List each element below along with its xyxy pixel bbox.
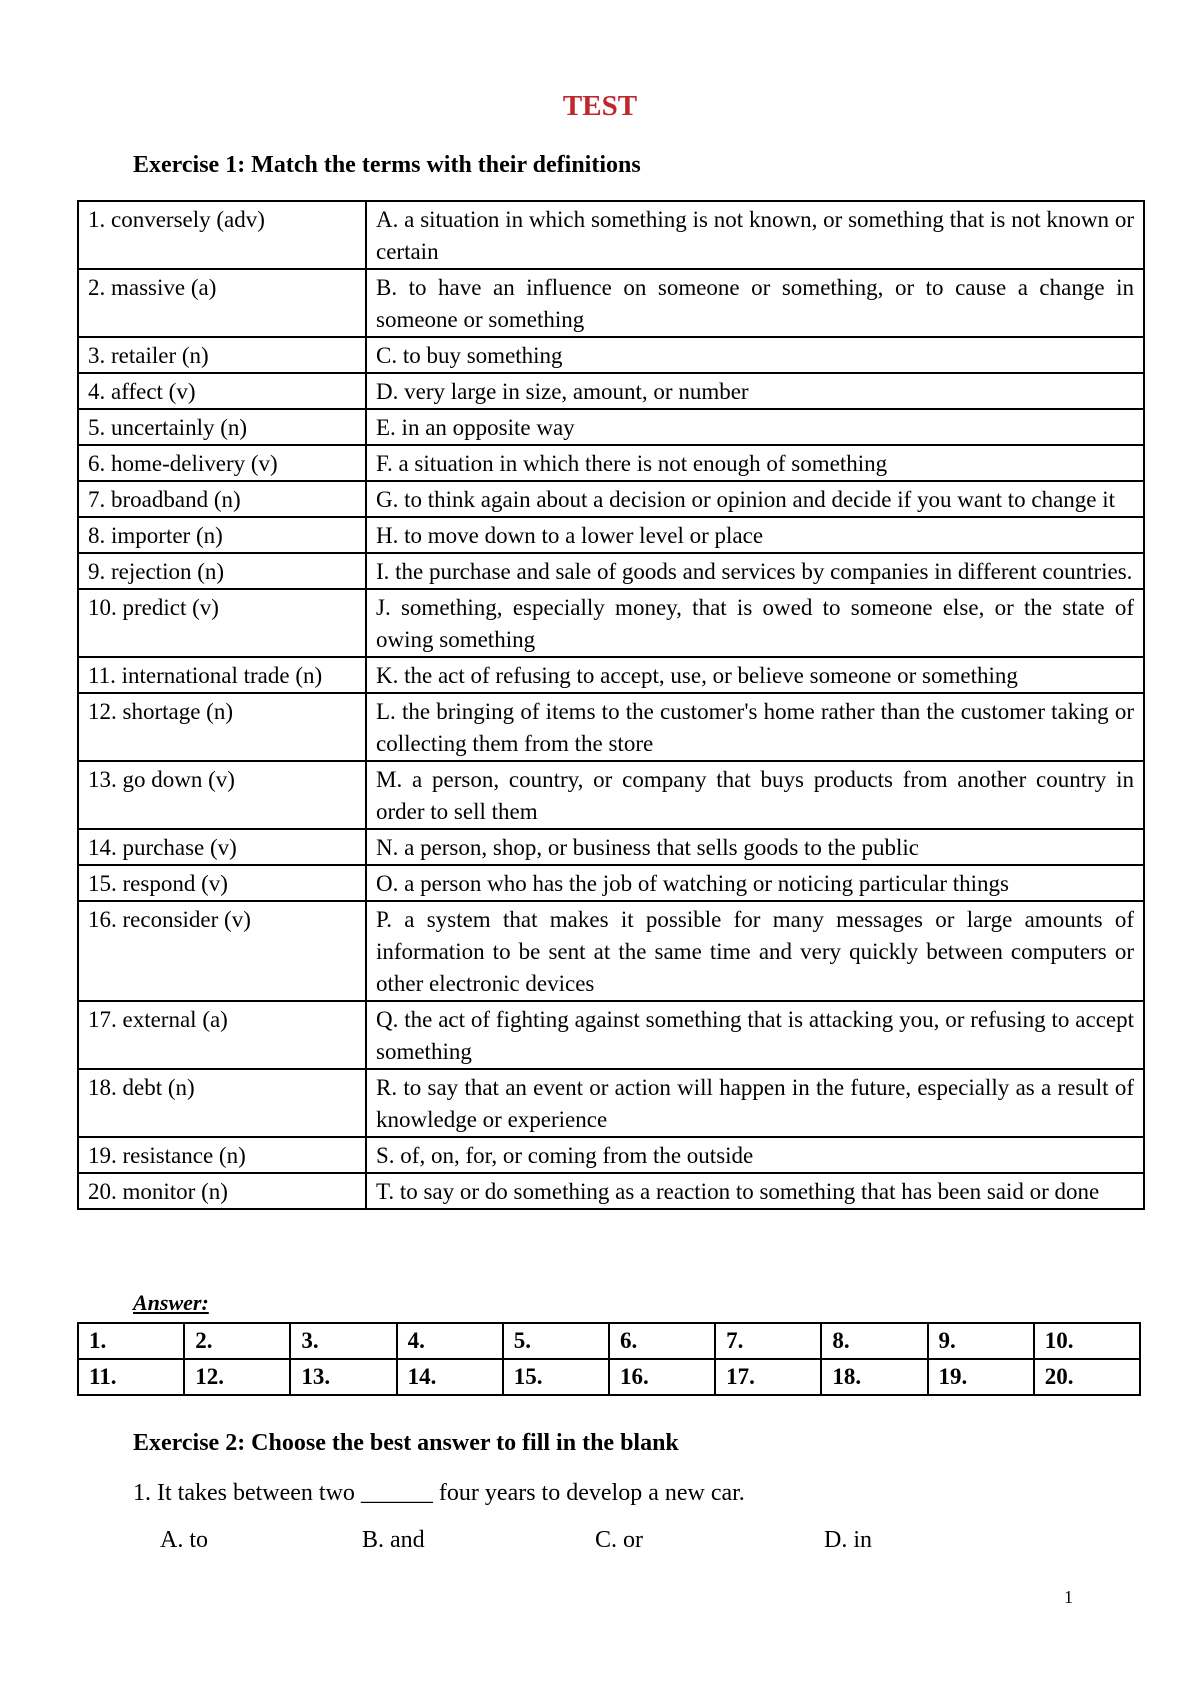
definition-cell: J. something, especially money, that is owed to someone else, or the state of owing something (366, 589, 1144, 657)
table-row (78, 201, 1144, 269)
definition-cell: E. in an opposite way (366, 409, 1144, 445)
answer-cell[interactable]: 13. (290, 1359, 396, 1395)
table-row (78, 269, 1144, 337)
option-a: A. to (160, 1527, 208, 1553)
answer-cell[interactable]: 18. (821, 1359, 927, 1395)
term-cell: 19. resistance (n) (78, 1137, 366, 1173)
table-row (78, 865, 1144, 901)
table-row (78, 1173, 1144, 1209)
exercise-1-heading: Exercise 1: Match the terms with their definitions (133, 152, 641, 178)
table-row (78, 761, 1144, 829)
answer-cell[interactable]: 1. (78, 1323, 184, 1359)
table-row (78, 901, 1144, 1001)
table-row (78, 1137, 1144, 1173)
term-cell: 7. broadband (n) (78, 481, 366, 517)
answer-cell[interactable]: 5. (503, 1323, 609, 1359)
answer-cell[interactable]: 10. (1034, 1323, 1140, 1359)
answer-cell[interactable]: 3. (290, 1323, 396, 1359)
definition-cell: P. a system that makes it possible for many messages or large amounts of information to be sent at the same time and very quickly between computers or other electronic devices (366, 901, 1144, 1001)
table-row (78, 553, 1144, 589)
definition-cell: F. a situation in which there is not enough of something (366, 445, 1144, 481)
term-cell: 8. importer (n) (78, 517, 366, 553)
term-cell: 1. conversely (adv) (78, 201, 366, 269)
answer-cell[interactable]: 20. (1034, 1359, 1140, 1395)
answer-label: Answer: (133, 1290, 209, 1315)
definition-cell: D. very large in size, amount, or number (366, 373, 1144, 409)
option-b: B. and (362, 1527, 425, 1553)
answer-cell[interactable]: 17. (715, 1359, 821, 1395)
answer-cell[interactable]: 14. (397, 1359, 503, 1395)
table-row (78, 693, 1144, 761)
question-1: 1. It takes between two ______ four years to develop a new car. (133, 1480, 745, 1506)
answer-cell[interactable]: 12. (184, 1359, 290, 1395)
term-cell: 13. go down (v) (78, 761, 366, 829)
definition-cell: G. to think again about a decision or opinion and decide if you want to change it (366, 481, 1144, 517)
answer-cell[interactable]: 19. (928, 1359, 1034, 1395)
table-row (78, 1001, 1144, 1069)
term-cell: 14. purchase (v) (78, 829, 366, 865)
table-row (78, 517, 1144, 553)
answer-cell[interactable]: 4. (397, 1323, 503, 1359)
term-cell: 12. shortage (n) (78, 693, 366, 761)
page-number: 1 (1064, 1587, 1073, 1607)
definition-cell: A. a situation in which something is not known, or something that is not known or certain (366, 201, 1144, 269)
term-cell: 15. respond (v) (78, 865, 366, 901)
table-row (78, 445, 1144, 481)
term-cell: 4. affect (v) (78, 373, 366, 409)
option-d: D. in (824, 1527, 872, 1553)
definition-cell: S. of, on, for, or coming from the outside (366, 1137, 1144, 1173)
definition-cell: L. the bringing of items to the customer's home rather than the customer taking or collecting them from the store (366, 693, 1144, 761)
term-cell: 2. massive (a) (78, 269, 366, 337)
table-row (78, 481, 1144, 517)
table-row (78, 373, 1144, 409)
term-cell: 3. retailer (n) (78, 337, 366, 373)
definition-cell: B. to have an influence on someone or something, or to cause a change in someone or something (366, 269, 1144, 337)
term-cell: 9. rejection (n) (78, 553, 366, 589)
answer-cell[interactable]: 6. (609, 1323, 715, 1359)
definition-cell: R. to say that an event or action will happen in the future, especially as a result of knowledge or experience (366, 1069, 1144, 1137)
table-row (78, 1069, 1144, 1137)
definition-cell: C. to buy something (366, 337, 1144, 373)
option-c: C. or (595, 1527, 643, 1553)
definition-cell: M. a person, country, or company that buys products from another country in order to sell them (366, 761, 1144, 829)
answer-grid (77, 1322, 1141, 1396)
exercise-2-heading: Exercise 2: Choose the best answer to fill in the blank (133, 1430, 679, 1456)
answer-cell[interactable]: 15. (503, 1359, 609, 1395)
table-row (78, 657, 1144, 693)
term-cell: 17. external (a) (78, 1001, 366, 1069)
answer-cell[interactable]: 7. (715, 1323, 821, 1359)
definition-cell: Q. the act of fighting against something that is attacking you, or refusing to accept something (366, 1001, 1144, 1069)
table-row (78, 409, 1144, 445)
table-row (78, 589, 1144, 657)
term-cell: 10. predict (v) (78, 589, 366, 657)
definition-cell: K. the act of refusing to accept, use, or believe someone or something (366, 657, 1144, 693)
term-cell: 11. international trade (n) (78, 657, 366, 693)
answer-cell[interactable]: 8. (821, 1323, 927, 1359)
definition-cell: N. a person, shop, or business that sells goods to the public (366, 829, 1144, 865)
answer-cell[interactable]: 2. (184, 1323, 290, 1359)
definition-cell: O. a person who has the job of watching or noticing particular things (366, 865, 1144, 901)
answer-cell[interactable]: 11. (78, 1359, 184, 1395)
term-cell: 20. monitor (n) (78, 1173, 366, 1209)
answer-cell[interactable]: 16. (609, 1359, 715, 1395)
term-cell: 16. reconsider (v) (78, 901, 366, 1001)
answer-row (78, 1323, 1140, 1359)
answer-row (78, 1359, 1140, 1395)
table-row (78, 829, 1144, 865)
definition-cell: H. to move down to a lower level or place (366, 517, 1144, 553)
definition-cell: T. to say or do something as a reaction to something that has been said or done (366, 1173, 1144, 1209)
term-cell: 18. debt (n) (78, 1069, 366, 1137)
term-cell: 5. uncertainly (n) (78, 409, 366, 445)
page-title: TEST (562, 90, 638, 122)
answer-cell[interactable]: 9. (928, 1323, 1034, 1359)
matching-table (77, 200, 1145, 1210)
definition-cell: I. the purchase and sale of goods and services by companies in different countries. (366, 553, 1144, 589)
table-row (78, 337, 1144, 373)
term-cell: 6. home-delivery (v) (78, 445, 366, 481)
